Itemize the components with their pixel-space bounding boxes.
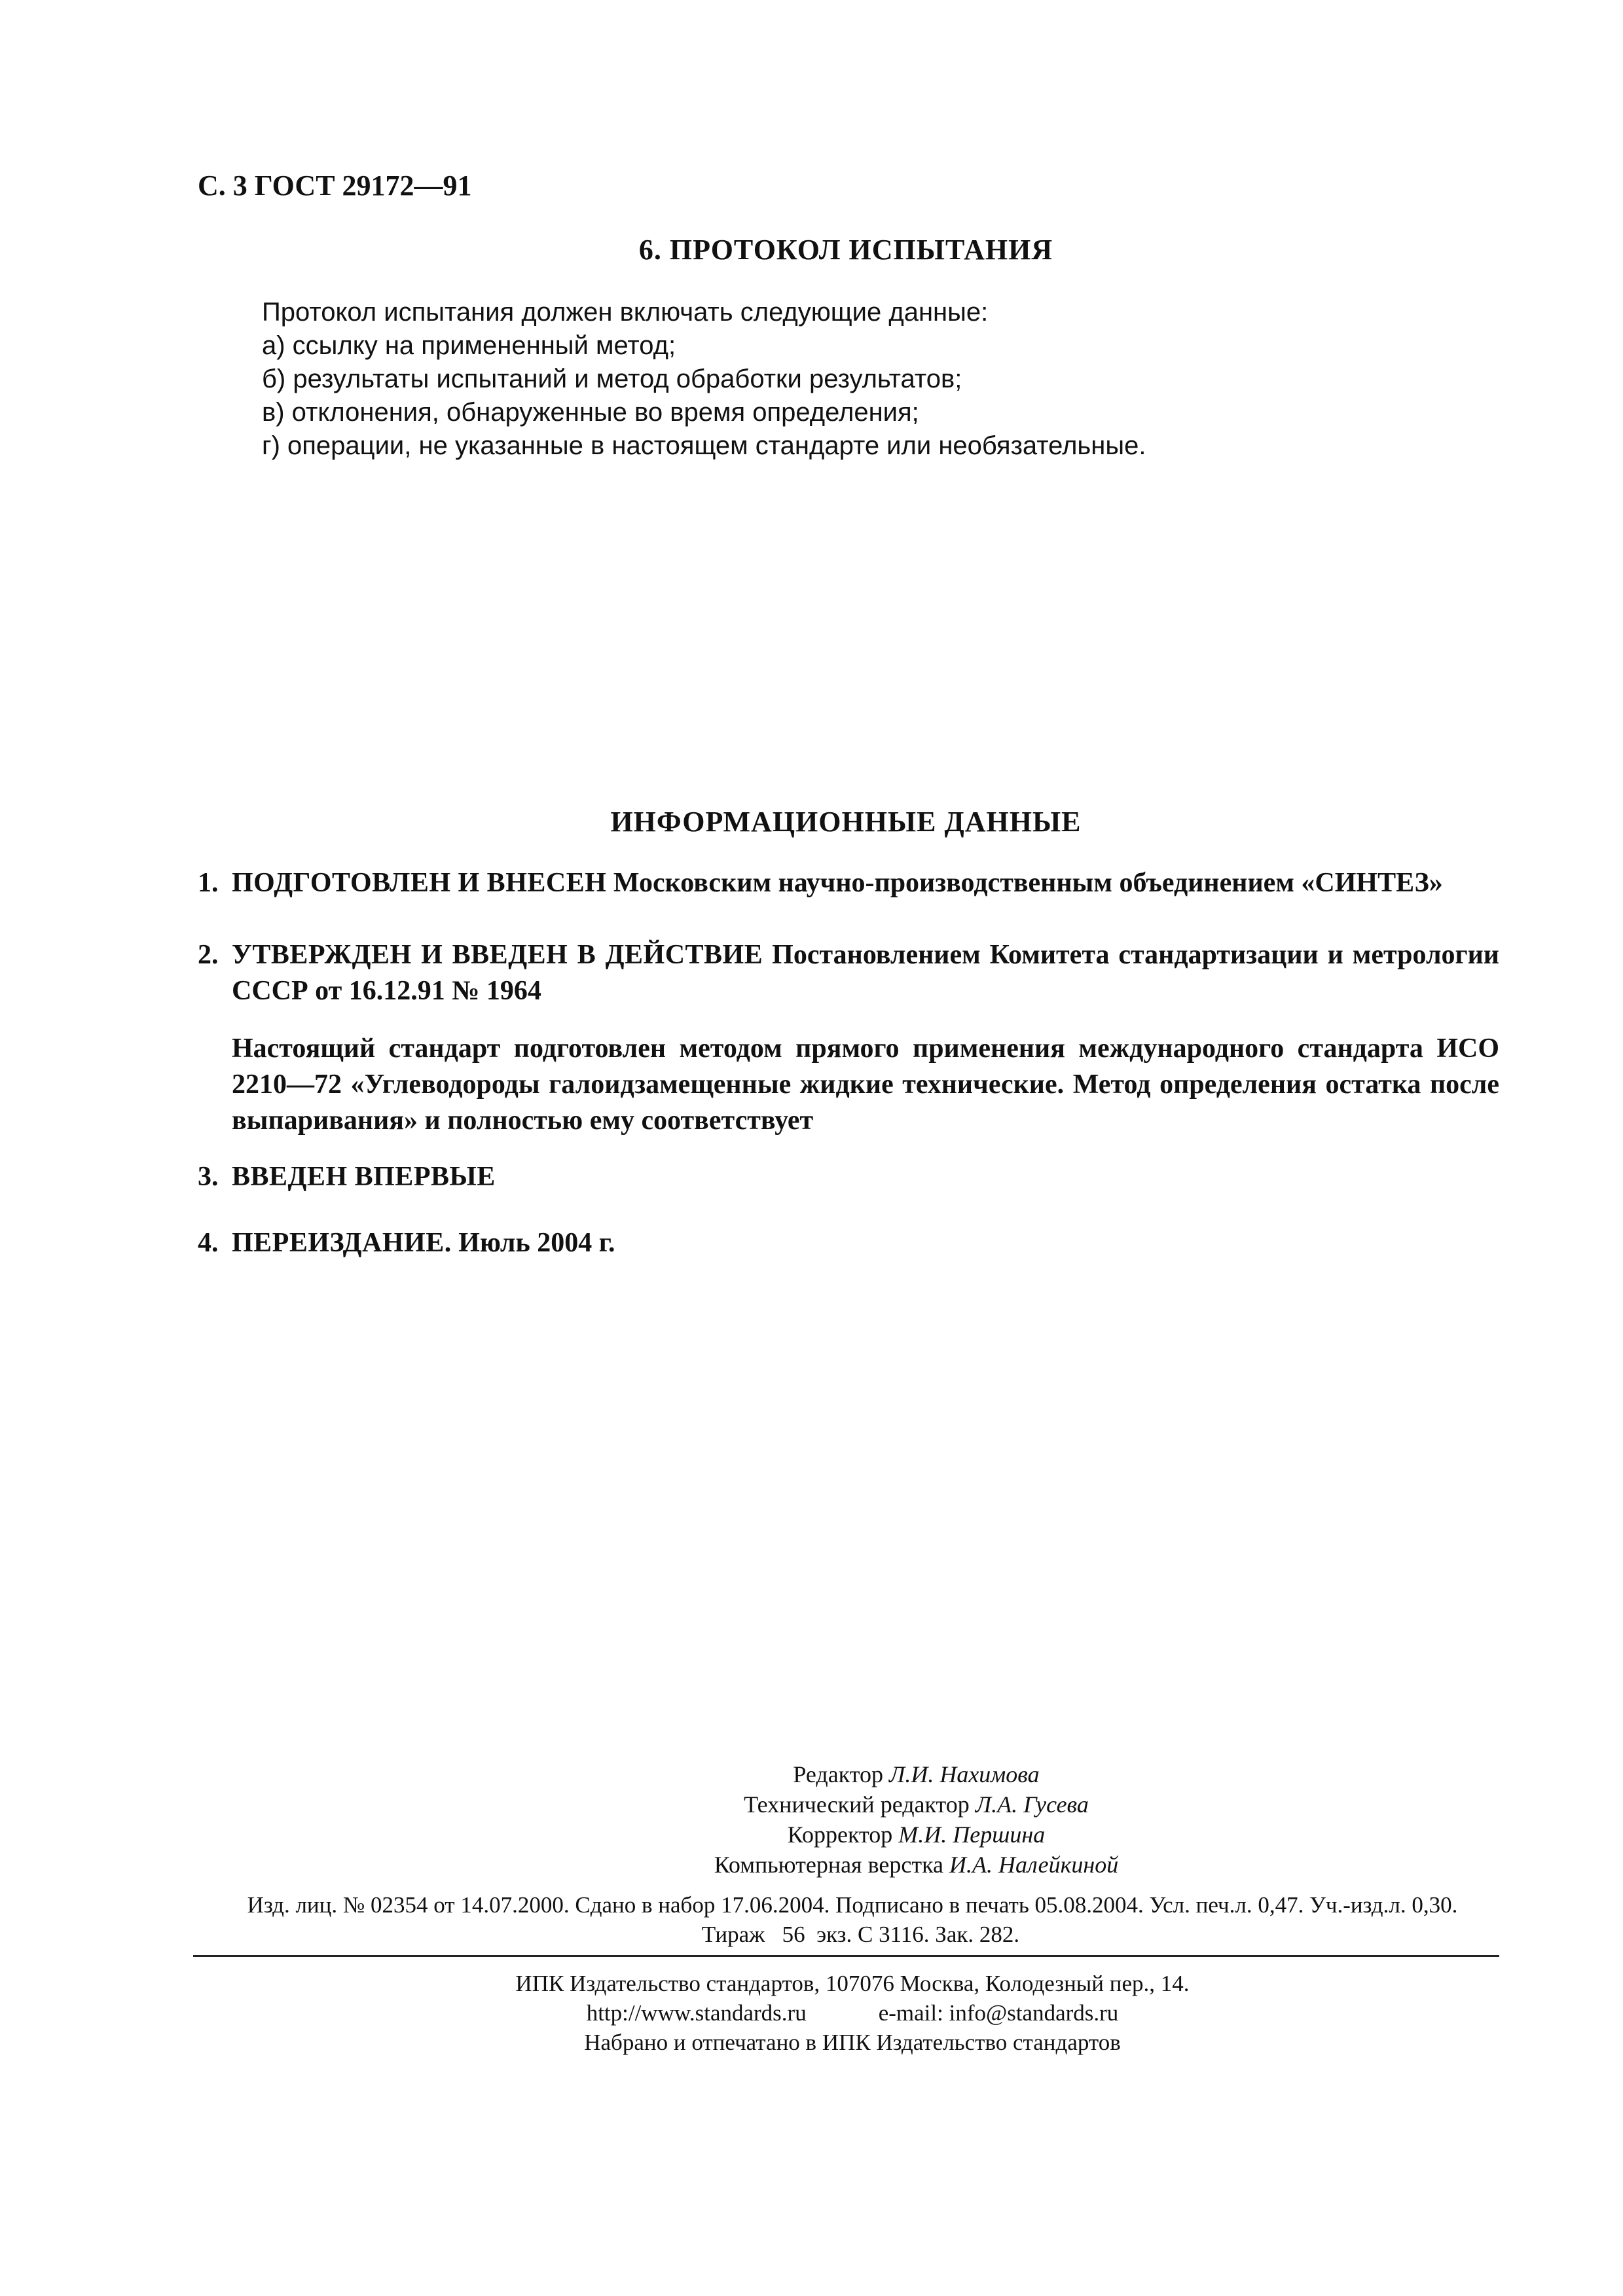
protocol-item-a: а) ссылку на примененный метод; bbox=[262, 331, 676, 360]
info-item-number: 1. bbox=[198, 868, 219, 898]
credit-role: Технический редактор bbox=[744, 1791, 970, 1818]
protocol-section-title: 6. ПРОТОКОЛ ИСПЫТАНИЯ bbox=[638, 234, 1053, 266]
protocol-list bbox=[262, 296, 1146, 463]
info-item-4 bbox=[198, 1225, 1499, 1261]
info-item-number: 2. bbox=[198, 940, 219, 970]
standard-note: Настоящий стандарт подготовлен методом прямого применения международного стандарта ИСО 2210—72 «Углеводороды галоидзамещенные жидкие технические. Метод определения остатка после выпаривания» и полностью ему соответствует bbox=[232, 1033, 1499, 1136]
credit-person: И.А. Налейкиной bbox=[949, 1852, 1119, 1878]
credit-line bbox=[210, 1820, 1623, 1850]
credit-line bbox=[210, 1850, 1623, 1880]
publisher-printed-note: Набрано и отпечатано в ИПК Издательство стандартов bbox=[584, 2030, 1121, 2055]
info-item-caps: ПЕРЕИЗДАНИЕ. bbox=[232, 1228, 452, 1258]
protocol-item-v: в) отклонения, обнаруженные во время определения; bbox=[262, 398, 919, 427]
info-section-title: ИНФОРМАЦИОННЫЕ ДАННЫЕ bbox=[610, 806, 1082, 838]
imprint-line: Тираж 56 экз. С 3116. Зак. 282. bbox=[701, 1922, 1020, 1947]
info-item-caps: УТВЕРЖДЕН И ВВЕДЕН В ДЕЙСТВИЕ bbox=[232, 940, 763, 970]
credit-person: М.И. Першина bbox=[898, 1821, 1046, 1848]
info-item-body bbox=[232, 865, 1499, 901]
info-item-body bbox=[232, 1225, 1499, 1261]
page-header: С. 3 ГОСТ 29172—91 bbox=[198, 170, 472, 202]
info-item-text: Июль 2004 г. bbox=[458, 1228, 615, 1258]
info-item-text: Постановлением Комитета стандартизации и метрологии СССР от 16.12.91 № 1964 bbox=[232, 940, 1499, 1006]
credit-person: Л.А. Гусева bbox=[975, 1791, 1089, 1818]
publisher-email: e-mail: info@standards.ru bbox=[878, 2000, 1119, 2026]
credit-line bbox=[210, 1759, 1623, 1789]
info-item-caps: ПОДГОТОВЛЕН И ВНЕСЕН bbox=[232, 868, 607, 898]
info-item-body bbox=[232, 937, 1499, 1009]
publisher-website: http://www.standards.ru bbox=[586, 2000, 807, 2026]
credit-role: Редактор bbox=[793, 1761, 883, 1787]
credit-person: Л.И. Нахимова bbox=[888, 1761, 1040, 1787]
info-item-number: 4. bbox=[198, 1228, 219, 1258]
info-item-text: Московским научно-производственным объединением «СИНТЕЗ» bbox=[613, 868, 1443, 898]
info-item-number: 3. bbox=[198, 1162, 219, 1192]
publisher-block bbox=[0, 1969, 1623, 2057]
divider-rule bbox=[193, 1955, 1499, 1957]
protocol-item-b: б) результаты испытаний и метод обработки результатов; bbox=[262, 365, 962, 393]
protocol-intro: Протокол испытания должен включать следующие данные: bbox=[262, 298, 989, 327]
credit-role: Компьютерная верстка bbox=[714, 1852, 944, 1878]
info-item-1 bbox=[198, 865, 1499, 901]
protocol-item-g: г) операции, не указанные в настоящем стандарте или необязательные. bbox=[262, 431, 1146, 460]
info-item-caps: ВВЕДЕН ВПЕРВЫЕ bbox=[232, 1162, 496, 1192]
imprint-block bbox=[0, 1890, 1623, 1949]
imprint-line: Изд. лиц. № 02354 от 14.07.2000. Сдано в набор 17.06.2004. Подписано в печать 05.08.2004. Усл. печ.л. 0,47. Уч.-изд.л. 0,30. bbox=[247, 1892, 1458, 1918]
credit-role: Корректор bbox=[787, 1821, 893, 1848]
info-item-2 bbox=[198, 937, 1499, 1009]
info-item-body bbox=[232, 1159, 1499, 1195]
publisher-contacts bbox=[82, 1998, 1623, 2028]
credits-block bbox=[0, 1759, 1623, 1880]
publisher-address: ИПК Издательство стандартов, 107076 Москва, Колодезный пер., 14. bbox=[515, 1971, 1190, 1996]
credit-line bbox=[210, 1789, 1623, 1820]
info-item-3 bbox=[198, 1159, 1499, 1195]
